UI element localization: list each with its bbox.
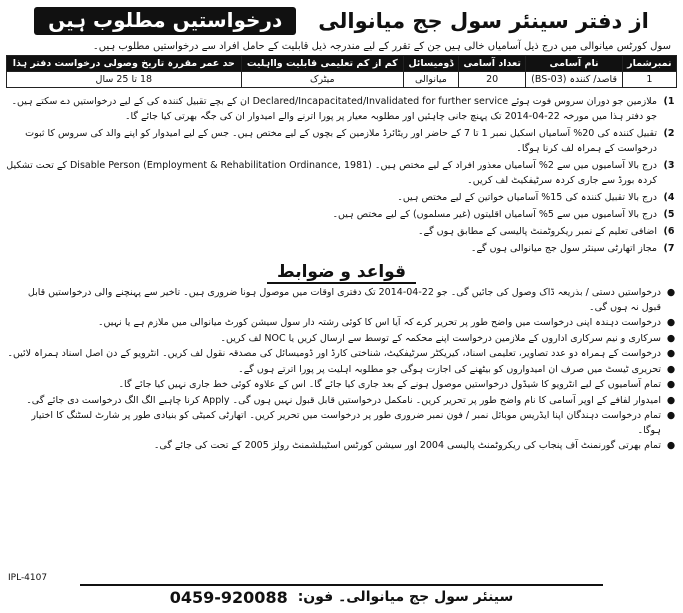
- clause-text: مجاز اتھارٹی سینئر سول جج میانوالی ہوں گے۔: [470, 243, 657, 254]
- reference-code: IPL-4107: [8, 573, 48, 583]
- clause-text: درج بالا آسامیوں میں سے 2% آسامیاں معذور افراد کے لیے مختص ہیں۔ Disable Person (Employment & Rehabilitation Ordinance, 1981) کے تحت تشکیل کردہ بورڈ سے جاری کردہ سرٹیفکیٹ لف کریں۔: [6, 160, 657, 186]
- rule-item: [6, 286, 677, 315]
- clause-number: 5): [663, 209, 675, 220]
- rule-text: درخواستیں دستی / بذریعہ ڈاک وصول کی جائیں گی۔ جو 22-04-2014 تک دفتری اوقات میں موصول ہونا ضروری ہیں۔ تاخیر سے پہنچنے والی درخواستیں قابل قبول نہ ہوں گی۔: [27, 287, 661, 313]
- bullet-icon: ●: [666, 317, 676, 328]
- table-header-row: [7, 56, 677, 72]
- rule-text: درخواست کے ہمراہ دو عدد تصاویر، تعلیمی اسناد، کیریکٹر سرٹیفکیٹ، شناختی کارڈ اور ڈومیسائل کی مصدقہ نقول لف کریں۔ انٹرویو کے دن اصل اسناد ہمراہ لائیں۔: [7, 348, 661, 359]
- bullet-icon: ●: [666, 287, 676, 298]
- clause-number: 2): [663, 128, 675, 139]
- rule-text: تمام بھرتی گورنمنٹ آف پنجاب کی ریکروٹمنٹ پالیسی 2004 اور سیشن کورٹس اسٹیبلشمنٹ رولز 2005 کے تحت کی جائے گی۔: [153, 440, 661, 451]
- header: [6, 4, 677, 38]
- col-age-limit: حد عمر مقررہ تاریخ وصولی درخواست دفتر ہذا: [7, 56, 242, 72]
- bullet-icon: ●: [666, 363, 676, 375]
- clause-item: [6, 190, 677, 205]
- clause-number: 7): [663, 243, 675, 254]
- rule-item: [6, 409, 677, 438]
- col-count: تعداد آسامی: [458, 56, 526, 72]
- rules-title: قواعد و ضوابط: [267, 262, 416, 284]
- rule-item: [6, 394, 677, 409]
- bullet-icon: ●: [666, 332, 676, 344]
- rule-text: درخواست دہندہ اپنی درخواست میں واضح طور پر تحریر کرے کہ آیا اس کا کوئی رشتہ دار سول سیشن کورٹ میانوالی میں ملازم ہے یا نہیں۔: [97, 317, 661, 328]
- clause-item: [6, 158, 677, 188]
- clauses-list: [6, 94, 677, 256]
- clause-item: [6, 241, 677, 256]
- clause-text: ملازمین جو دوران سروس فوت ہوئے Declared/Incapacitated/Invalidated for further service ان کے بچے تقبیل کنندہ کی کے لیے درخواستیں دے سکتے ہیں۔ جو دفتر ہذا میں مورخہ 22-04-2014 تک پہنچ جانی چاہئیں اور مطلوبہ معیار پر پورا اترنے والے امیدوار ان کی جگہ بھرتی کیا جائے گا۔: [11, 96, 657, 122]
- clause-text: درج بالا آسامیوں میں سے 5% آسامیاں اقلیتوں (غیر مسلموں) کے لیے مختص ہیں۔: [332, 209, 657, 220]
- rule-item: [6, 347, 677, 362]
- rule-item: [6, 332, 677, 347]
- clause-number: 4): [663, 192, 675, 203]
- bullet-icon: ●: [666, 394, 676, 406]
- clause-text: درج بالا تقبیل کنندہ کی 15% آسامیاں خواتین کے لیے مختص ہیں۔: [397, 192, 657, 203]
- clause-text: تقبیل کنندہ کی 20% آسامیاں اسکیل نمبر 1 تا 7 کے حاضر اور ریٹائرڈ ملازمین کے بچوں کے لیے مختص ہیں۔ جس کے لیے امیدوار کو اپنے والد کی سروس کا ثبوت درخواست کے ہمراہ لف کرنا ہوگا۔: [25, 128, 657, 154]
- rule-text: سرکاری و نیم سرکاری اداروں کے ملازمین درخواست اپنے محکمہ کے توسط سے ارسال کریں یا NOC لف کریں۔: [220, 332, 661, 344]
- bullet-icon: ●: [666, 410, 676, 421]
- rule-item: [6, 378, 677, 393]
- office-title: از دفتر سینئر سول جج میانوالی: [318, 9, 649, 33]
- bullet-icon: ●: [666, 348, 676, 359]
- posts-table: [6, 55, 677, 88]
- rule-item: [6, 439, 677, 454]
- cell-domicile: میانوالی: [403, 72, 458, 88]
- rule-item: [6, 363, 677, 378]
- intro-text: سول کورٹس میانوالی میں درج ذیل آسامیاں خالی ہیں جن کے تقرر کے لیے مندرجہ ذیل قابلیت کے حامل افراد سے درخواستیں مطلوب ہیں۔: [92, 41, 671, 52]
- col-domicile: ڈومیسائل: [403, 56, 458, 72]
- wanted-banner: درخواستیں مطلوب ہیں: [34, 7, 296, 35]
- cell-post-name: قاصد/ کنندہ (BS-03): [526, 72, 622, 88]
- clause-number: 6): [663, 226, 675, 237]
- col-serial: نمبرشمار: [622, 56, 676, 72]
- cell-serial: 1: [622, 72, 676, 88]
- rule-text: امیدوار لفافے کے اوپر آسامی کا نام واضح طور پر تحریر کریں۔ نامکمل درخواستیں قابل قبول نہیں ہوں گی۔ Apply کرنا چاہیے الگ الگ درخواست دی جائے گی۔: [26, 394, 661, 406]
- clause-text: اضافی تعلیم کے نمبر ریکروٹمنٹ پالیسی کے مطابق ہوں گے۔: [417, 226, 657, 237]
- rules-list: [6, 286, 677, 454]
- clause-number: 3): [663, 160, 675, 171]
- footer-phone: 0459-920088: [169, 587, 288, 607]
- col-qualification: کم از کم تعلیمی قابلیت وااہلیت: [241, 56, 403, 72]
- rule-text: تمام آسامیوں کے لیے انٹرویو کا شیڈول درخواستیں موصول ہونے کے بعد جاری کیا جائے گا۔ اس کے علاوہ کوئی خط جاری نہیں کیا جائے گا۔: [118, 379, 661, 390]
- bullet-icon: ●: [666, 440, 676, 451]
- clause-number: 1): [663, 96, 675, 107]
- rule-text: تمام درخواست دہندگان اپنا ایڈریس موبائل نمبر / فون نمبر ضروری طور پر درخواست میں تحریر کریں۔ اتھارٹی کمیٹی کو بنیادی طور پر شارٹ لسٹنگ کا اختیار ہوگا۔: [31, 410, 661, 436]
- rules-heading: [6, 262, 677, 282]
- cell-qualification: میٹرک: [241, 72, 403, 88]
- bullet-icon: ●: [666, 379, 676, 390]
- cell-age-limit: 18 تا 25 سال: [7, 72, 242, 88]
- cell-count: 20: [458, 72, 526, 88]
- rule-item: [6, 316, 677, 331]
- footer: [80, 584, 603, 608]
- table-row: [7, 72, 677, 88]
- footer-office-name: سینئر سول جج میانوالی۔ فون:: [297, 589, 514, 605]
- rule-text: تحریری ٹیسٹ میں صرف ان امیدواروں کو بیٹھنے کی اجازت ہوگی جو مطلوبہ اہلیت پر پورا اترتے ہوں گے۔: [238, 363, 661, 375]
- clause-item: [6, 126, 677, 156]
- clause-item: [6, 94, 677, 124]
- clause-item: [6, 224, 677, 239]
- clause-item: [6, 207, 677, 222]
- col-post-name: نام آسامی: [526, 56, 622, 72]
